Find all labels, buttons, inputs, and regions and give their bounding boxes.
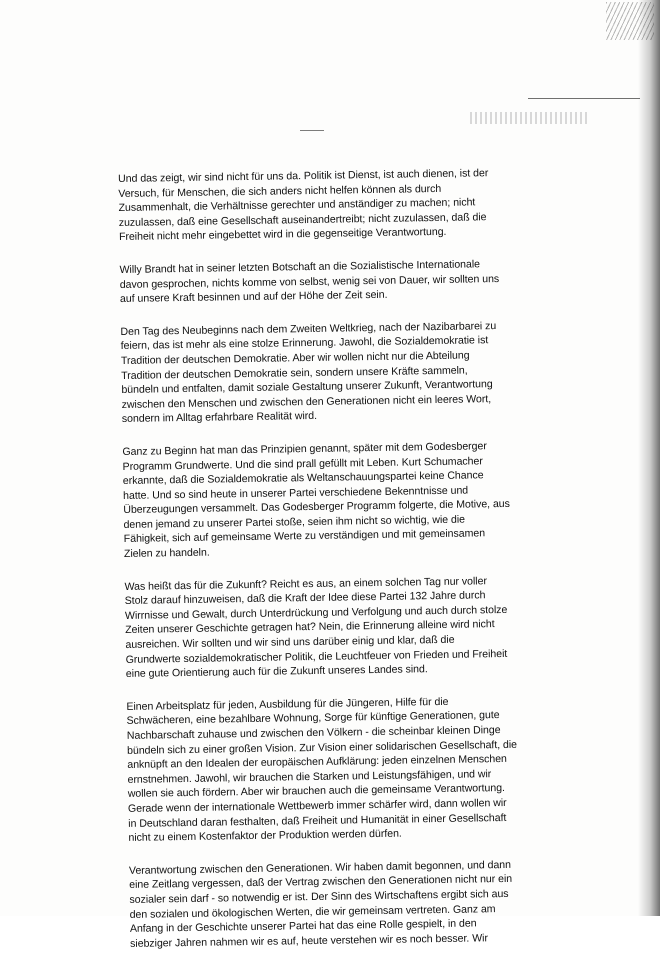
text-line: bündeln sich zu einer großen Vision. Zur Vision einer solidarischen Gesellschaft, die bbox=[126, 738, 518, 757]
text-line: feiern, das ist mehr als eine stolze Erinnerung. Jawohl, die Sozialdemokratie ist bbox=[120, 334, 489, 353]
text-line: den sozialen und ökologischen Werten, die wir gemeinsam vertreten. Ganz am bbox=[129, 902, 496, 921]
text-line: anknüpft an den Idealen der europäischen Aufklärung: jeden einzelnen Menschen bbox=[127, 753, 507, 772]
text-line: Einen Arbeitsplatz für jeden, Ausbildung für die Jüngeren, Hilfe für die bbox=[126, 695, 449, 713]
text-line: nicht zu einem Kostenfaktor der Produktion werden dürfen. bbox=[128, 827, 402, 845]
text-line: sondern im Alltag erfahrbare Realität wird. bbox=[121, 410, 318, 426]
text-line: Zeiten unserer Geschichte getragen hat? Nein, die Erinnerung alleine wird nicht bbox=[125, 618, 495, 637]
text-line: ausreichen. Wir sollten und wir sind uns darüber einig und klar, daß die bbox=[125, 633, 455, 651]
paragraph bbox=[122, 438, 556, 562]
scan-dash-artifact bbox=[300, 130, 324, 131]
text-line: Was heißt das für die Zukunft? Reicht es aus, an einem solchen Tag nur voller bbox=[124, 574, 487, 593]
text-line: Verantwortung zwischen den Generationen. Wir haben damit begonnen, und dann bbox=[128, 858, 512, 877]
text-line: Zielen zu handeln. bbox=[123, 546, 210, 561]
text-line: hatte. Und so sind heute in unserer Partei verschiedene Bekenntnisse und bbox=[122, 484, 469, 502]
text-line: auf unsere Kraft besinnen und auf der Höhe der Zeit sein. bbox=[119, 288, 388, 306]
text-line: Tradition der deutschen Demokratie. Aber wir wollen nicht nur die Abteilung bbox=[120, 349, 470, 367]
text-line: sozialer sein darf - so notwendig er ist. Der Sinn des Wirtschaftens ergibt sich aus bbox=[129, 887, 509, 906]
text-line: Programm Grundwerte. Und die sind prall gefüllt mit Leben. Kurt Schumacher bbox=[122, 454, 483, 473]
text-line: davon gesprochen, nichts komme von selbst, wenig sei von Dauer, wir sollten uns bbox=[119, 272, 500, 291]
scan-rule-artifact bbox=[528, 98, 640, 99]
text-line: Zusammenhalt, die Verhältnisse gerechter und anständiger zu machen; nicht bbox=[118, 196, 476, 215]
text-line: eine gute Orientierung auch für die Zukunft unseres Landes sind. bbox=[125, 663, 428, 681]
text-line: Willy Brandt hat in seiner letzten Botschaft an die Sozialistische Internationale bbox=[119, 258, 481, 276]
text-line: Und das zeigt, wir sind nicht für uns da. Politik ist Dienst, ist auch dienen, ist der bbox=[118, 167, 489, 185]
text-line: eine Zeitlang vergessen, daß der Vertrag zwischen den Generationen nicht nur ein bbox=[129, 873, 513, 892]
text-line: Gerade wenn der internationale Wettbewerb immer schärfer wird, dann wollen wir bbox=[127, 796, 507, 815]
text-line: Tradition der deutschen Demokratie sein, sondern unsere Kräfte sammeln, bbox=[121, 364, 468, 382]
document-body bbox=[118, 165, 562, 969]
text-line: in Deutschland daran festhalten, daß Freiheit und Humanität in einer Gesellschaft bbox=[128, 811, 507, 830]
paragraph bbox=[124, 573, 558, 682]
text-line: zwischen den Menschen und zwischen den Generationen nicht ein leeres Wort, bbox=[121, 392, 492, 411]
text-line: Überzeugungen versammelt. Das Godesberger Programm folgerte, die Motive, aus bbox=[123, 498, 510, 517]
text-line: wollen sie auch fördern. Aber wir brauchen auch die gemeinsame Verantwortung. bbox=[127, 782, 505, 801]
scan-edge-shadow bbox=[638, 0, 660, 916]
paragraph bbox=[119, 256, 552, 307]
text-line: Grundwerte sozialdemokratischer Politik, die Leuchtfeuer von Frieden und Freiheit bbox=[125, 647, 508, 666]
text-line: ernstnehmen. Jawohl, wir brauchen die Starken und Leistungsfähigen, und wir bbox=[127, 767, 492, 786]
text-line: denen jemand zu unserer Partei stoße, seien ihm nicht so wichtig, wie die bbox=[123, 513, 466, 531]
text-line: zuzulassen, daß eine Gesellschaft auseinandertreibt; nicht zuzulassen, daß die bbox=[118, 211, 487, 229]
text-line: Nachbarschaft zuhause und zwischen den Völkern - die scheinbar kleinen Dinge bbox=[126, 724, 501, 742]
text-line: siebziger Jahren nahmen wir es auf, heute verstehen wir es noch besser. Wir bbox=[130, 932, 488, 950]
text-line: Stolz darauf hinzuweisen, daß die Kraft der Idee diese Partei 132 Jahre durch bbox=[124, 589, 486, 608]
text-line: Ganz zu Beginn hat man das Prinzipien genannt, später mit dem Godesberger bbox=[122, 440, 487, 458]
text-line: Fähigkeit, sich auf gemeinsame Werte zu verständigen und mit gemeinsamen bbox=[123, 527, 486, 546]
scan-noise-artifact bbox=[470, 112, 590, 124]
text-line: Wirrnisse und Gewalt, durch Unterdrückung und Verfolgung und auch durch stolze bbox=[124, 603, 508, 622]
scan-corner-artifact bbox=[606, 2, 654, 40]
paragraph bbox=[126, 693, 560, 846]
text-line: Anfang in der Geschichte unserer Partei hat das eine Rolle gespielt, in den bbox=[129, 917, 477, 936]
paragraph bbox=[129, 857, 562, 951]
text-line: Versuch, für Menschen, die sich anders nicht helfen können als durch bbox=[118, 182, 442, 200]
text-line: Den Tag des Neubeginns nach dem Zweiten Weltkrieg, nach der Nazibarbarei zu bbox=[120, 319, 497, 338]
paragraph bbox=[120, 318, 554, 427]
text-line: erkannte, daß die Sozialdemokratie als Weltanschauungspartei keine Chance bbox=[122, 469, 484, 488]
text-line: Schwächeren, eine bezahlbare Wohnung, Sorge für künftige Generationen, gute bbox=[126, 709, 500, 728]
text-line: bündeln und entfalten, damit soziale Gestaltung unserer Zukunft, Verantwortung bbox=[121, 378, 493, 397]
text-line: Freiheit nicht mehr eingebettet wird in die gegenseitige Verantwortung. bbox=[118, 226, 447, 244]
paragraph bbox=[118, 165, 551, 245]
